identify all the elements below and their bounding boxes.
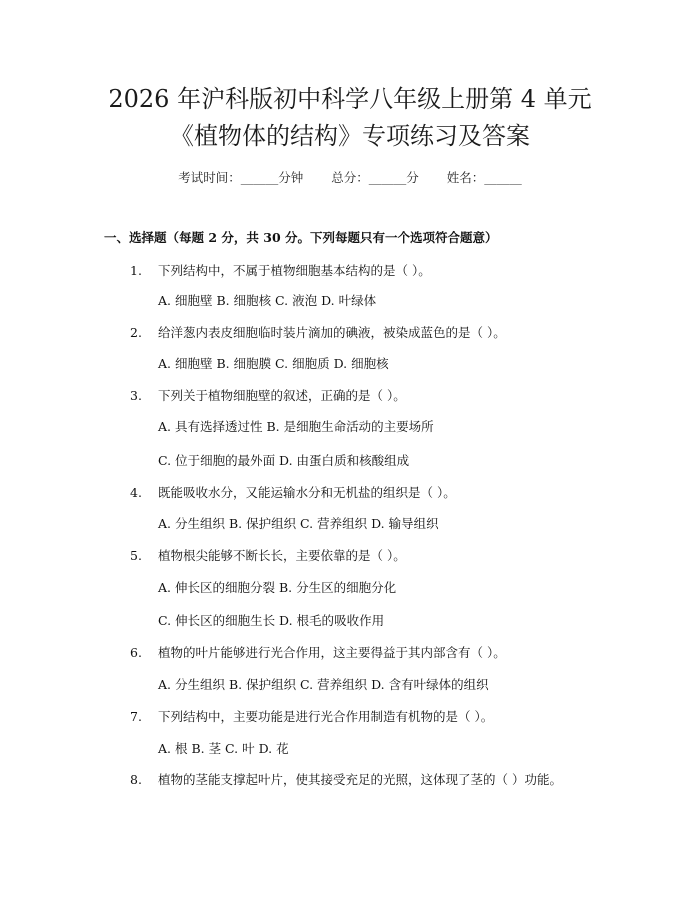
document-title-line2: 《植物体的结构》专项练习及答案 bbox=[170, 122, 530, 150]
question-3 bbox=[130, 386, 406, 406]
exam-time-field: 考试时间：______分钟 bbox=[178, 170, 304, 185]
question-number: 2. bbox=[130, 325, 142, 340]
student-name-field: 姓名：______ bbox=[446, 170, 522, 185]
question-text: 下列结构中，主要功能是进行光合作用制造有机物的是（ ）。 bbox=[158, 709, 494, 724]
question-3-options-line2: C. 位于细胞的最外面 D. 由蛋白质和核酸组成 bbox=[158, 453, 410, 468]
question-2-options: A. 细胞壁 B. 细胞膜 C. 细胞质 D. 细胞核 bbox=[158, 356, 389, 371]
document-title-line1: 2026 年沪科版初中科学八年级上册第 4 单元 bbox=[108, 85, 592, 113]
question-number: 7. bbox=[130, 709, 142, 724]
question-1 bbox=[130, 261, 431, 281]
question-8 bbox=[103, 770, 579, 790]
question-2 bbox=[130, 323, 506, 343]
question-text: 给洋葱内表皮细胞临时装片滴加的碘液，被染成蓝色的是（ ）。 bbox=[158, 325, 506, 340]
question-7 bbox=[130, 707, 493, 727]
question-text: 下列关于植物细胞壁的叙述，正确的是（ ）。 bbox=[158, 388, 406, 403]
question-number: 6. bbox=[130, 645, 142, 660]
question-6 bbox=[130, 643, 506, 663]
question-4-options: A. 分生组织 B. 保护组织 C. 营养组织 D. 输导组织 bbox=[158, 516, 439, 531]
question-number: 4. bbox=[130, 485, 142, 500]
question-text: 植物的叶片能够进行光合作用，这主要得益于其内部含有（ ）。 bbox=[158, 645, 506, 660]
question-text: 植物的茎能支撑起叶片，使其接受充足的光照，这体现了茎的（ ）功能。 bbox=[158, 772, 562, 787]
section-heading: 一、选择题（每题 2 分，共 30 分。下列每题只有一个选项符合题意） bbox=[104, 230, 498, 245]
question-number: 5. bbox=[130, 548, 142, 563]
question-1-options: A. 细胞壁 B. 细胞核 C. 液泡 D. 叶绿体 bbox=[158, 293, 377, 308]
question-text: 既能吸收水分，又能运输水分和无机盐的组织是（ ）。 bbox=[158, 485, 456, 500]
question-number: 3. bbox=[130, 388, 142, 403]
question-number: 8. bbox=[130, 772, 142, 787]
total-score-field: 总分：______分 bbox=[331, 170, 419, 185]
question-5-options-line2: C. 伸长区的细胞生长 D. 根毛的吸收作用 bbox=[158, 613, 385, 628]
question-5 bbox=[130, 546, 406, 566]
question-5-options-line1: A. 伸长区的细胞分裂 B. 分生区的细胞分化 bbox=[158, 580, 397, 595]
question-6-options: A. 分生组织 B. 保护组织 C. 营养组织 D. 含有叶绿体的组织 bbox=[158, 677, 489, 692]
question-4 bbox=[130, 483, 456, 503]
question-text: 植物根尖能够不断长长，主要依靠的是（ ）。 bbox=[158, 548, 406, 563]
exam-info bbox=[0, 168, 700, 188]
question-3-options-line1: A. 具有选择透过性 B. 是细胞生命活动的主要场所 bbox=[158, 419, 434, 434]
question-text: 下列结构中，不属于植物细胞基本结构的是（ ）。 bbox=[158, 263, 431, 278]
question-7-options: A. 根 B. 茎 C. 叶 D. 花 bbox=[158, 741, 289, 756]
question-number: 1. bbox=[130, 263, 142, 278]
